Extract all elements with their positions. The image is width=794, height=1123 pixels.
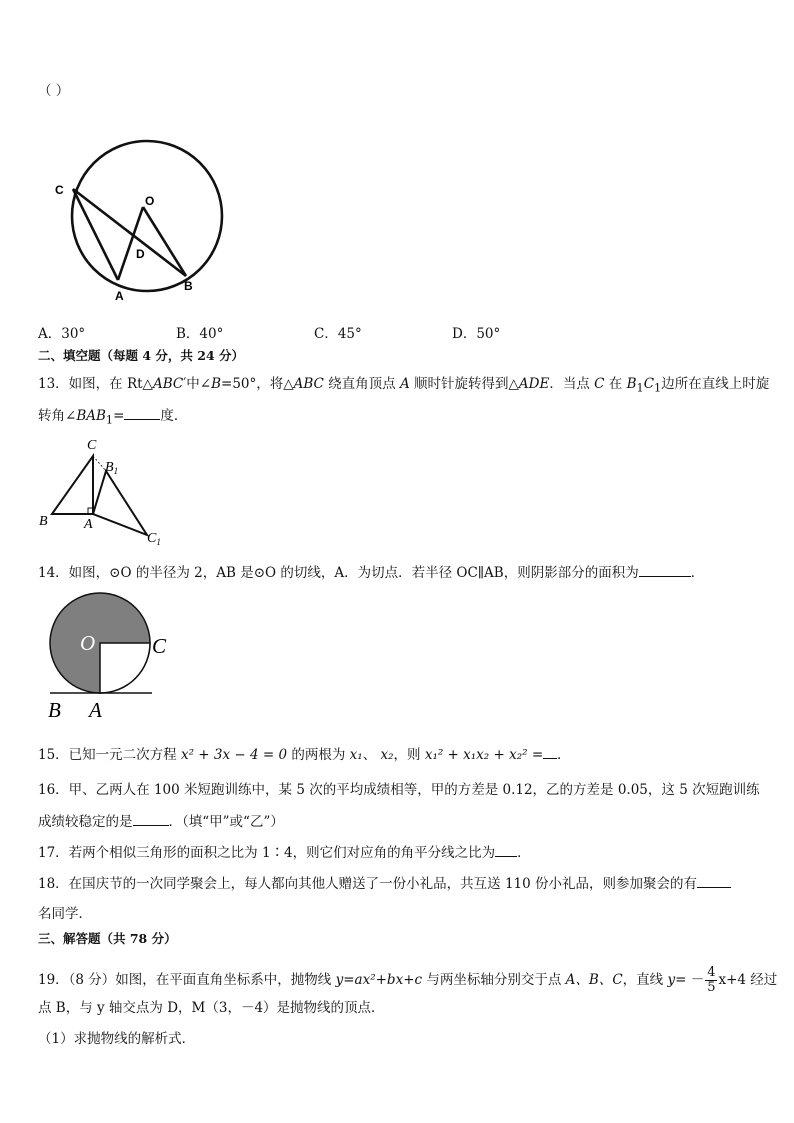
q13-triangle-figure xyxy=(36,432,171,550)
label-b: B xyxy=(48,698,61,722)
q18-line2: 名同学． xyxy=(38,906,92,922)
label-b: B xyxy=(39,514,48,529)
section-3-title: 三、解答题（共 78 分） xyxy=(38,931,177,946)
answer-blank xyxy=(543,745,557,759)
q18-line1: 18．在国庆节的一次同学聚会上，每人都向其他人赠送了一份小礼品，共互送 110 份小礼品，则参加聚会的有 xyxy=(38,874,731,893)
q19-line1: 19．（8 分）如图，在平面直角坐标系中，抛物线 y=ax²+bx+c 与两坐标轴分别交于点 A、B、C，直线 y= － $\frac{4}{5}$ x+4 经过 xyxy=(38,965,778,995)
option-a: A．30° xyxy=(38,326,86,342)
label-c: C xyxy=(152,634,167,658)
q13-line2: 转角$\angle BAB_1=$ 度． xyxy=(38,408,188,427)
option-d: D．50° xyxy=(452,326,501,342)
triangle-ab1c1 xyxy=(93,471,147,535)
label-a: A xyxy=(89,698,102,722)
q19-part1: （1）求抛物线的解析式． xyxy=(38,1031,196,1047)
label-b1: $B_1$ xyxy=(105,460,119,476)
answer-blank xyxy=(495,843,517,857)
q16-line1: 16．甲、乙两人在 100 米短跑训练中，某 5 次的平均成绩相等，甲的方差是 0.12，乙的方差是 0.05，这 5 次短跑训练 xyxy=(38,782,760,798)
label-c: C xyxy=(87,438,97,453)
label-a: A xyxy=(84,517,93,532)
label-d: D xyxy=(136,247,145,261)
option-b: B．40° xyxy=(176,326,224,342)
section-2-title: 二、填空题（每题 4 分，共 24 分） xyxy=(38,348,245,363)
option-c: C．45° xyxy=(314,326,362,342)
segment-ao xyxy=(118,207,143,280)
answer-blank xyxy=(697,874,731,888)
q19-line2: 点 B，与 y 轴交点为 D，M（3，－4）是抛物线的顶点． xyxy=(38,1000,385,1016)
segment-ca xyxy=(73,189,118,280)
label-b: B xyxy=(184,279,193,293)
expression: x₁² + x₁x₂ + x₂² = xyxy=(424,747,544,763)
q16-line2: 成绩较稳定的是 ．（填“甲”或“乙”） xyxy=(38,814,284,830)
label-o: O xyxy=(145,194,155,208)
triangle-abc xyxy=(52,456,93,514)
equation: x² + 3x − 4 = 0 xyxy=(180,747,288,763)
label-a: A xyxy=(115,289,124,303)
unshaded-quarter xyxy=(100,643,150,693)
q12-circle-figure xyxy=(55,128,240,308)
label-o: O xyxy=(80,631,96,655)
q14-shaded-circle-figure xyxy=(44,590,184,722)
q12-answer-paren: （ ） xyxy=(38,83,70,99)
answer-blank xyxy=(133,812,169,826)
circle-o xyxy=(72,141,222,291)
label-c1: $C_1$ xyxy=(147,531,161,547)
fraction-4-5: $\frac{4}{5}$ xyxy=(707,965,716,995)
answer-blank xyxy=(639,563,691,577)
q14-text: 14．如图，⊙O 的半径为 2，AB 是⊙O 的切线，A．为切点．若半径 OC∥AB，则阴影部分的面积为 ． xyxy=(38,565,705,581)
q15-text: 15．已知一元二次方程 x² + 3x − 4 = 0 的两根为 x₁、 x₂，则 x₁² + x₁x₂ + x₂² = ． xyxy=(38,747,571,763)
answer-blank xyxy=(124,406,160,420)
q13-line1: 13．如图，在 Rt△ABC′中∠B=50°，将△ABC 绕直角顶点 A 顺时针旋转得到△ADE．当点 C 在 $B_1C_1$边所在直线上时旋 xyxy=(38,376,770,395)
label-c: C xyxy=(55,183,64,197)
q17-text: 17．若两个相似三角形的面积之比为 1∶4，则它们对应角的角平分线之比为 ． xyxy=(38,845,531,861)
segment-ob xyxy=(143,207,186,276)
